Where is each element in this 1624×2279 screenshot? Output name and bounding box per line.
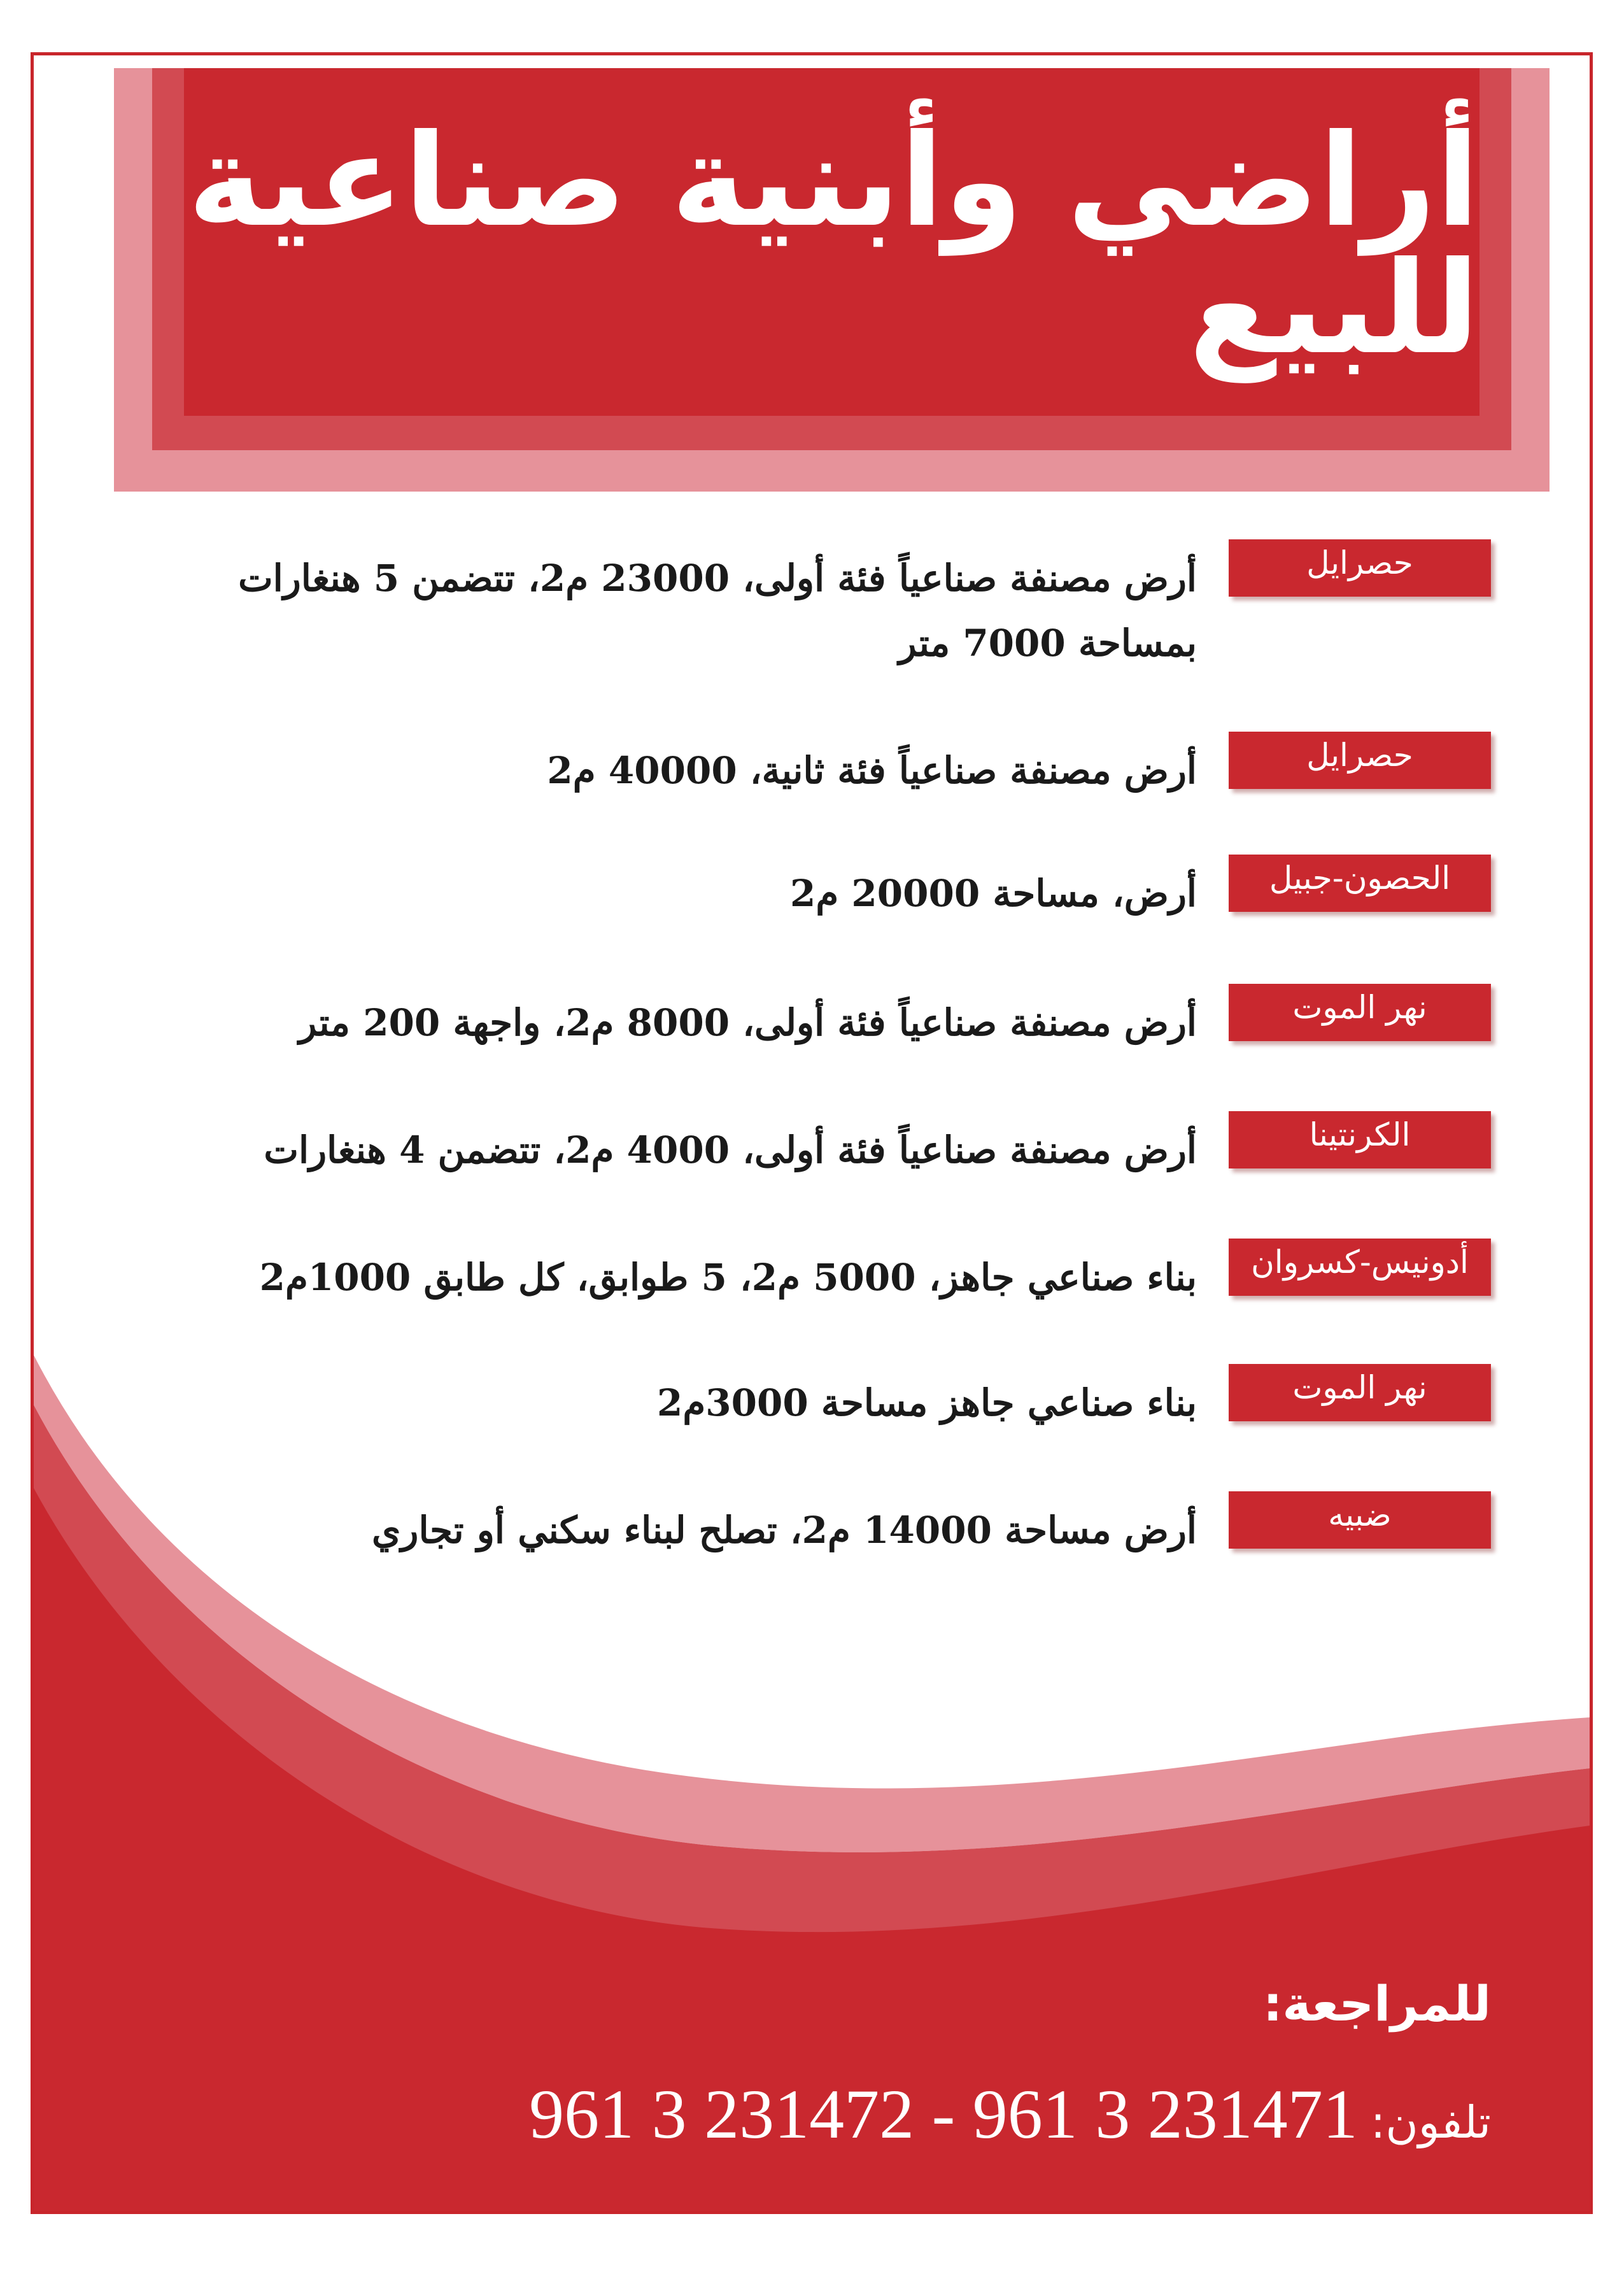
listing-description: أرض مصنفة صناعياً فئة أولى، 8000 م2، واجهة 200 متر [299,1001,1197,1044]
location-tag: نهر الموت [1229,1364,1491,1421]
phone-numbers: 961 3 231472 - 961 3 231471 [529,2075,1358,2153]
listing-description: أرض مصنفة صناعياً فئة أولى، 4000 م2، تتضمن 4 هنغارات [264,1128,1197,1172]
contact-phone [529,2074,1491,2155]
listing-description: بناء صناعي جاهز، 5000 م2، 5 طوابق، كل طابق 1000م2 [259,1256,1197,1299]
flyer-frame [31,52,1593,2214]
phone-label: تلفون: [1370,2096,1491,2148]
listing-description: أرض مصنفة صناعياً فئة أولى، 23000 م2، تتضمن 5 هنغارات بمساحة 7000 متر [238,557,1197,665]
listing-description: بناء صناعي جاهز مساحة 3000م2 [657,1381,1197,1424]
location-tag: حصرايل [1229,732,1491,789]
listing-description: أرض مساحة 14000 م2، تصلح لبناء سكني أو تجاري [372,1509,1197,1552]
location-tag: حصرايل [1229,539,1491,597]
listing-list [34,55,1590,2211]
location-tag: أدونيس-كسروان [1229,1239,1491,1296]
location-tag: ضبيه [1229,1491,1491,1549]
listing-description: أرض مصنفة صناعياً فئة ثانية، 40000 م2 [547,749,1197,792]
listing-description: أرض، مساحة 20000 م2 [789,872,1197,915]
location-tag: الكرنتينا [1229,1111,1491,1168]
page-title: أراضي وأبنية صناعية للبيع [187,107,1479,383]
location-tag: الحصون-جبيل [1229,855,1491,912]
contact-heading: للمراجعة: [1263,1975,1491,2032]
location-tag: نهر الموت [1229,984,1491,1041]
